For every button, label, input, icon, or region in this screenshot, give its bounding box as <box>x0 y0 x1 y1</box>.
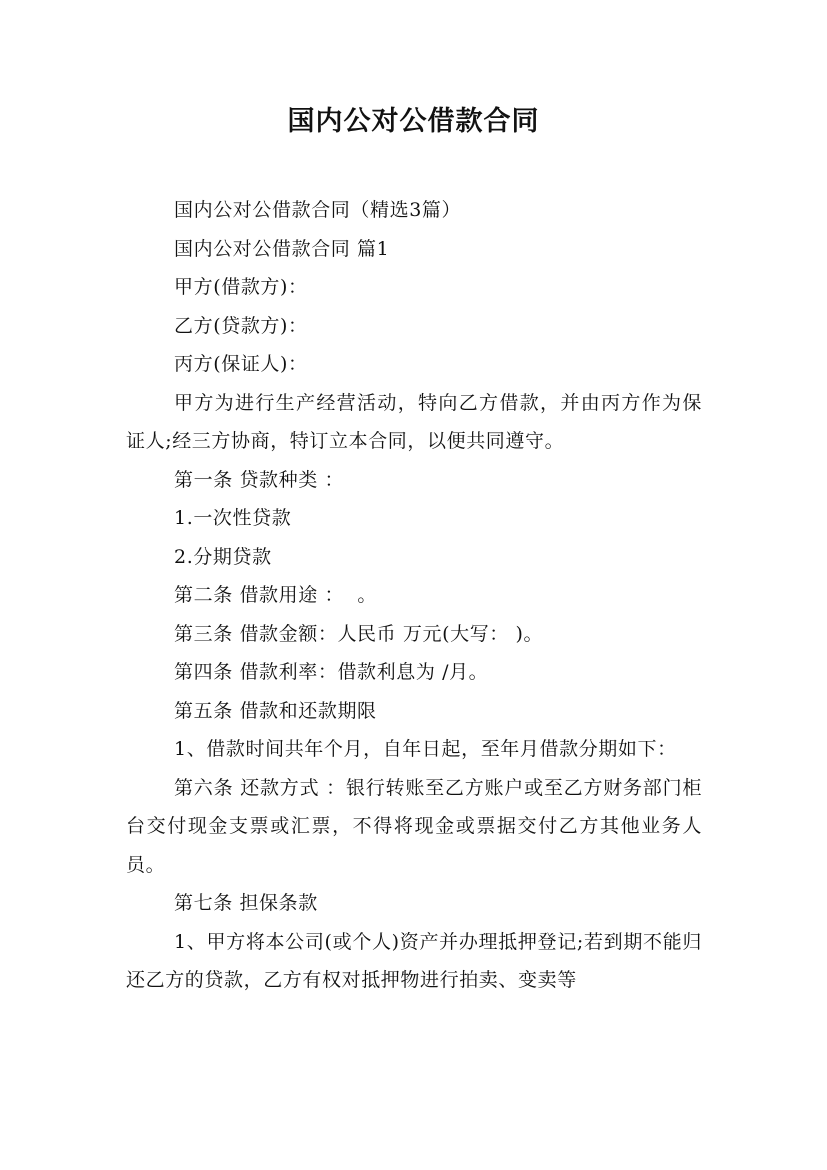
paragraph-heading-selection: 国内公对公借款合同（精选3篇） <box>174 199 462 221</box>
paragraph-preamble: 甲方为进行生产经营活动，特向乙方借款，并由丙方作为保证人;经三方协商，特订立本合同，以便共同遵守。 <box>126 391 702 452</box>
paragraph-guarantee-1: 1、甲方将本公司(或个人)资产并办理抵押登记;若到期不能归还乙方的贷款，乙方有权对抵押物进行拍卖、变卖等 <box>126 930 702 991</box>
paragraph-heading-part-1: 国内公对公借款合同 篇1 <box>174 237 390 260</box>
document-title: 国内公对公借款合同 <box>287 106 540 137</box>
paragraph-article-5: 第五条 借款和还款期限 <box>174 699 377 722</box>
paragraph-party-b: 乙方(贷款方)： <box>174 314 308 337</box>
paragraph-article-3: 第三条 借款金额：人民币 万元(大写： )。 <box>174 622 544 645</box>
paragraph-party-c: 丙方(保证人)： <box>174 353 308 375</box>
paragraph-article-7: 第七条 担保条款 <box>174 892 318 914</box>
paragraph-article-6: 第六条 还款方式 ：银行转账至乙方账户或至乙方财务部门柜台交付现金支票或汇票，不得将现金或票据交付乙方其他业务人员。 <box>126 776 702 876</box>
paragraph-loan-term: 1、借款时间共年个月，自年日起，至年月借款分期如下： <box>174 738 677 760</box>
paragraph-article-2: 第二条 借款用途 ： 。 <box>174 584 377 606</box>
paragraph-loan-type-1: 1.一次性贷款 <box>174 507 292 529</box>
paragraph-article-4: 第四条 借款利率：借款利息为 /月。 <box>174 661 489 683</box>
paragraph-party-a: 甲方(借款方)： <box>174 276 308 298</box>
paragraph-article-1: 第一条 贷款种类 ： <box>174 468 345 491</box>
paragraph-loan-type-2: 2.分期贷款 <box>174 545 272 568</box>
document-body <box>126 191 702 1000</box>
